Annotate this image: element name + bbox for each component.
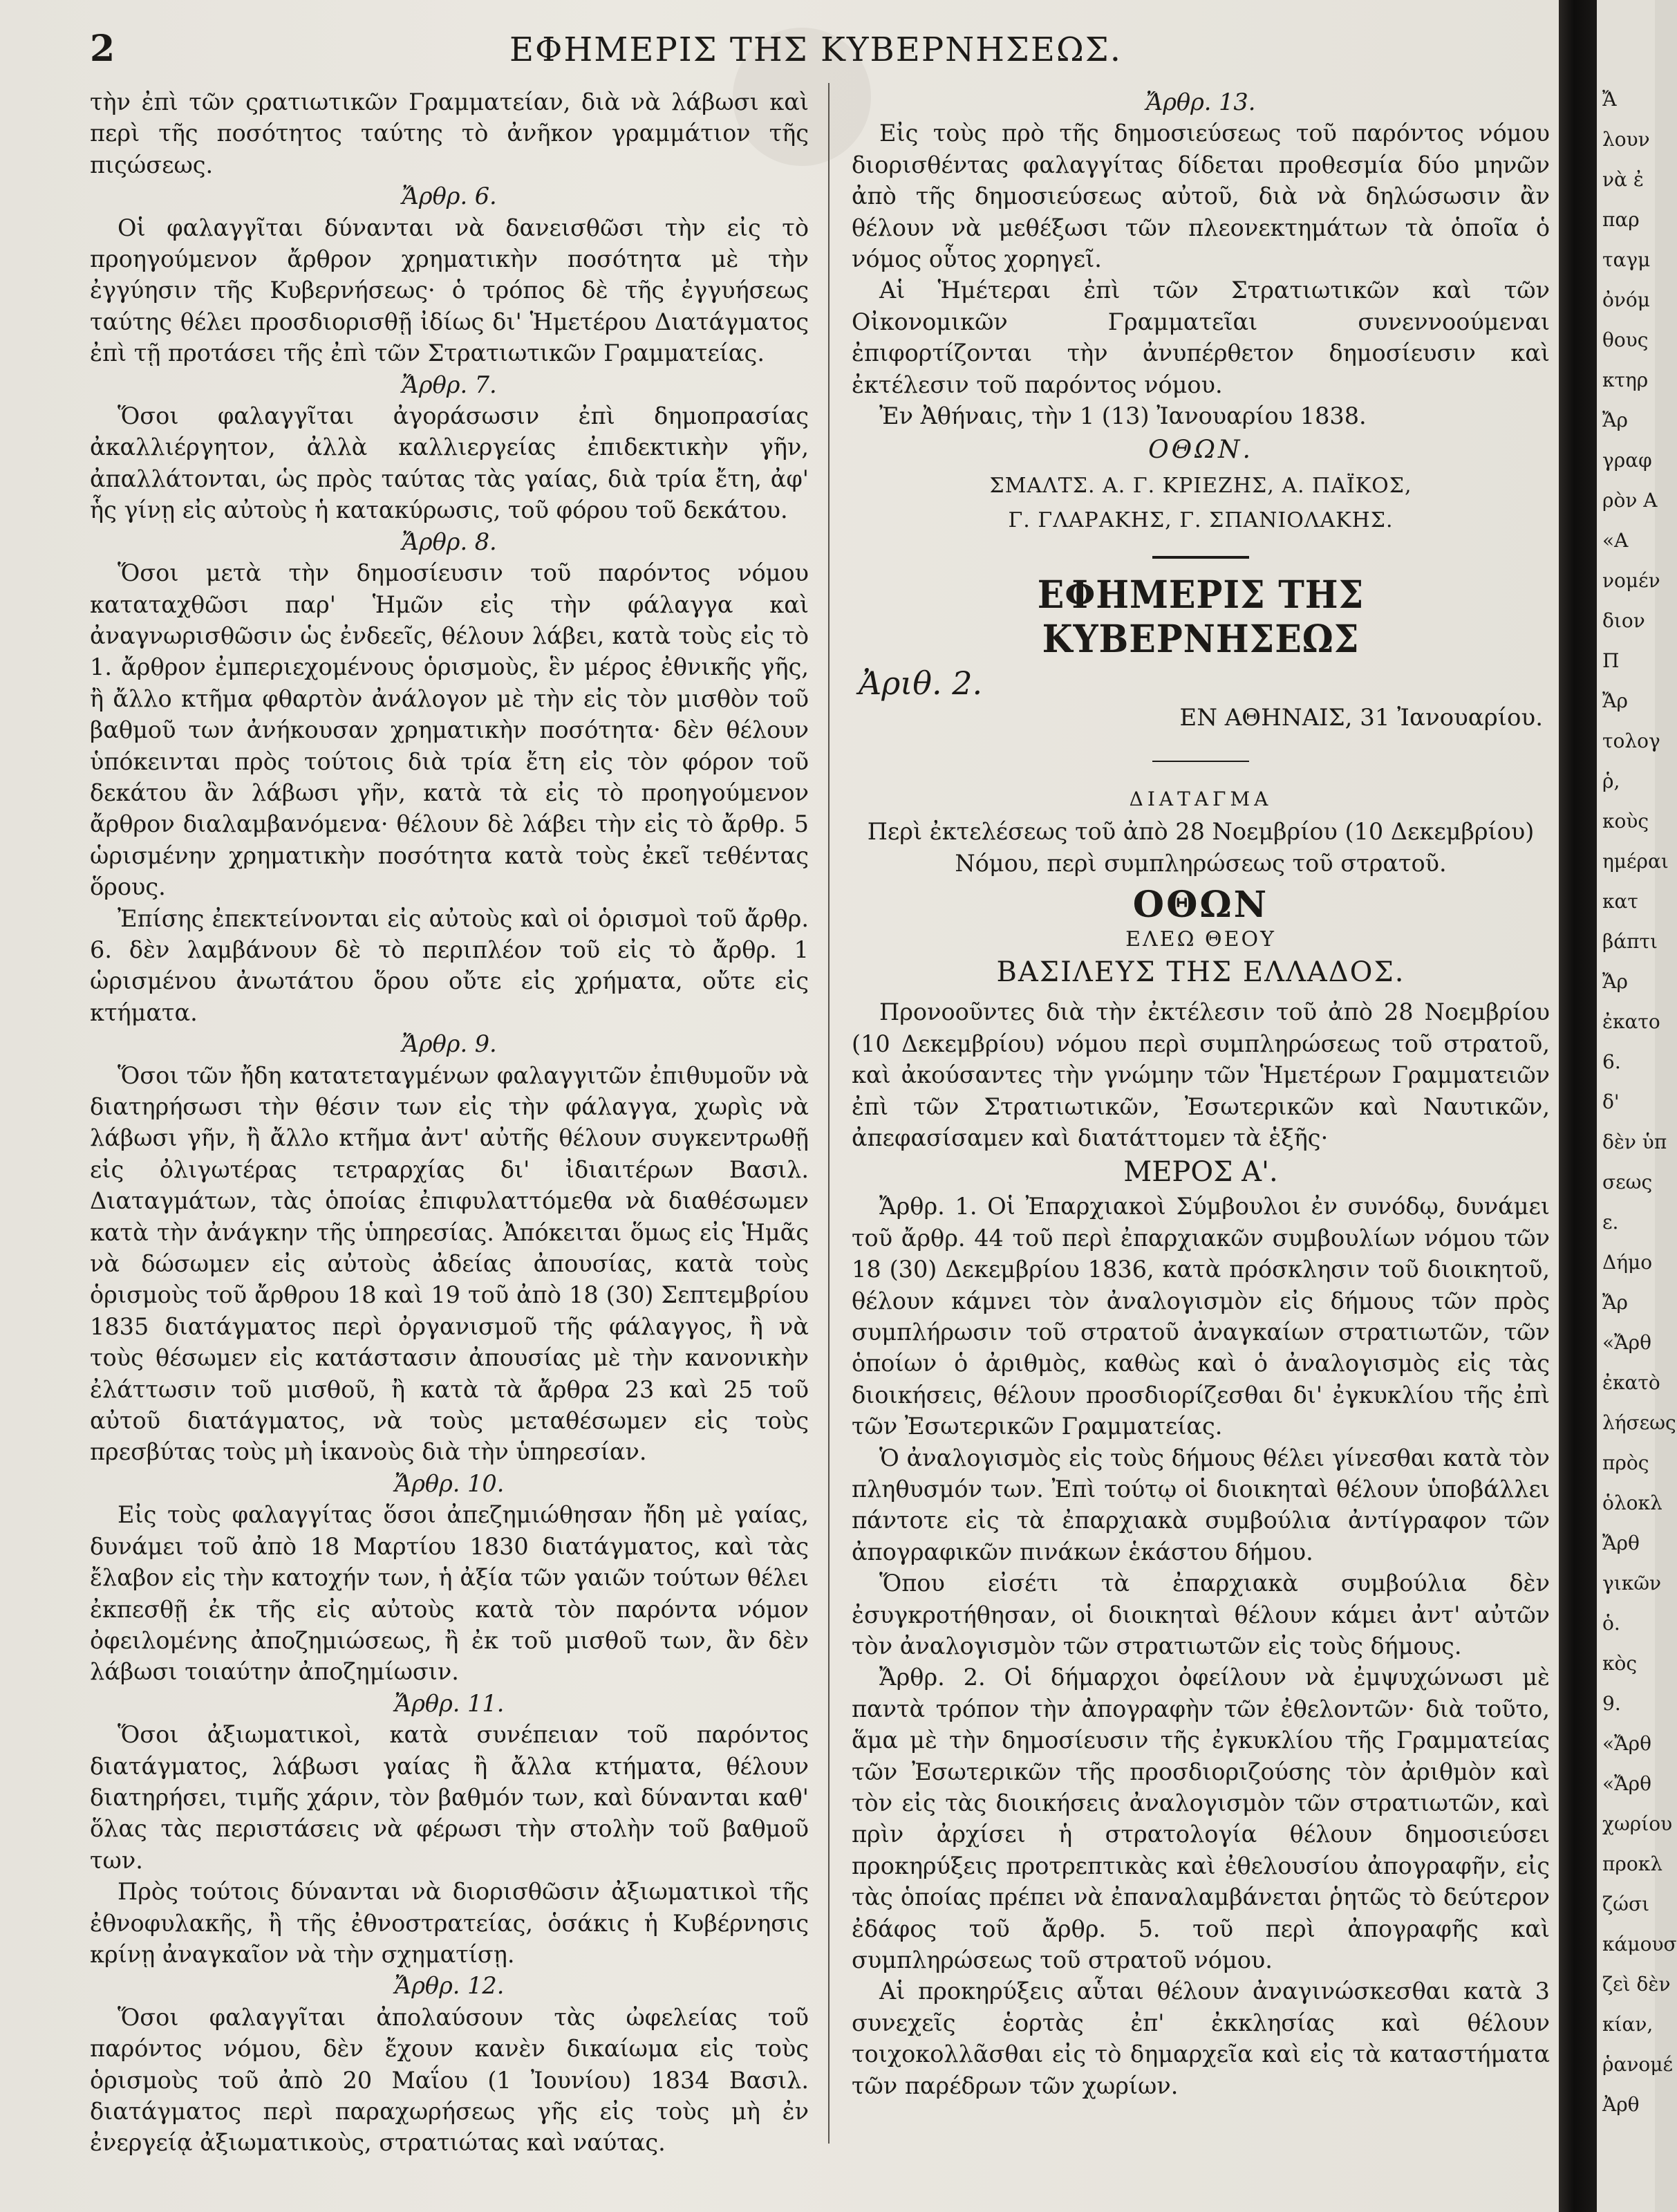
adjacent-page-fragment: ὁλοκλ xyxy=(1602,1491,1662,1514)
paragraph: τὴν ἐπὶ τῶν ςρατιωτικῶν Γραμματείαν, διὰ νὰ λάβωσι καὶ περὶ τῆς ποσότητος ταύτης τὸ ἀνῆκον γραμμάτιον τῆς πιςώσεως. xyxy=(90,89,809,178)
paragraph: Ὁ ἀναλογισμὸς εἰς τοὺς δήμους θέλει γίνεσθαι κατὰ τὸν πληθυσμόν των. Ἐπὶ τούτῳ οἱ διοικηταὶ θέλουν ὑποβάλλει πάντοτε εἰς τὰ ἐπαρχιακὰ συμβούλια ἀντίγραφον τῶν ἀπογραφικῶν πινάκων ἑκάστου δήμου. xyxy=(852,1444,1550,1565)
adjacent-page-edge xyxy=(1597,0,1677,2212)
adjacent-page-fragment: ὀνόμ xyxy=(1602,288,1650,311)
article-heading: Ἄρθρ. 8. xyxy=(402,528,497,555)
adjacent-page-fragment: ἐκατὸ xyxy=(1602,1371,1660,1394)
adjacent-page-fragment: ἐκατο xyxy=(1602,1010,1660,1033)
page-header xyxy=(83,21,1548,69)
part-heading: ΜΕΡΟΣ Α'. xyxy=(1123,1156,1278,1189)
article-heading: Ἄρθρ. 7. xyxy=(402,371,497,398)
adjacent-page-fragment: ε. xyxy=(1602,1211,1619,1234)
decree-subject-line-2: Νόμου, περὶ συμπληρώσεως τοῦ στρατοῦ. xyxy=(955,849,1447,877)
decree-label: ΔΙΑΤΑΓΜΑ xyxy=(1129,788,1273,811)
decree-king-title: ΒΑΣΙΛΕΥΣ ΤΗΣ ΕΛΛΑΔΟΣ. xyxy=(996,956,1405,989)
adjacent-page-fragment: κὸς xyxy=(1602,1652,1638,1675)
paragraph: Οἱ φαλαγγῖται δύνανται νὰ δανεισθῶσι τὴν εἰς τὸ προηγούμενον ἄρθρον χρηματικὴν ποσότητα μὲ τὴν ἐγγύησιν τῆς Κυβερνήσεως· ὁ τρόπος δὲ τῆς ἐγγυήσεως ταύτης θέλει προσδιορισθῇ ἰδίως δι' Ἡμετέρου Διατάγματος ἐπὶ τῇ προτάσει τῆς ἐπὶ τῶν Στρατιωτικῶν Γραμματείας. xyxy=(90,214,809,367)
adjacent-page-fragment: ζώσι xyxy=(1602,1893,1650,1915)
paragraph: Ὅσοι φαλαγγῖται ἀπολαύσουν τὰς ὠφελείας τοῦ παρόντος νόμου, δὲν ἔχουν κανὲν δικαίωμα εἰς τοὺς ὁρισμοὺς τοῦ ἀπὸ 20 Μαΐου (1 Ἰουνίου) 1834 Βασιλ. διατάγματος περὶ παραχωρήσεως γῆς εἰς τοὺς μὴ ἐν ἐνεργείᾳ ἀξιωματικοὺς, στρατιώτας καὶ ναύτας. xyxy=(90,2003,809,2157)
adjacent-page-fragment: Δήμο xyxy=(1602,1251,1653,1274)
paragraph: Ὅπου εἰσέτι τὰ ἐπαρχιακὰ συμβούλια δὲν ἐσυγκροτήθησαν, οἱ διοικηταὶ θέλουν κάμει ἀντ' αὐτῶν τὸν ἀναλογισμὸν τῶν στρατιωτῶν εἰς τοὺς δήμους. xyxy=(852,1570,1550,1660)
adjacent-page-fragment: νὰ ἐ xyxy=(1602,168,1644,191)
adjacent-page-fragment: ημέραι xyxy=(1602,850,1669,873)
running-title: ΕΦΗΜΕΡΙΣ ΤΗΣ ΚΥΒΕΡΝΗΣΕΩΣ. xyxy=(509,30,1122,69)
column-divider xyxy=(828,83,830,2144)
adjacent-page-fragment: «Ἄρθ xyxy=(1602,1732,1651,1755)
adjacent-page-fragment: ῥανομέ xyxy=(1602,2053,1673,2076)
adjacent-page-fragment: πρὸς xyxy=(1602,1451,1649,1474)
decree-grace: ΕΛΕΩ ΘΕΟΥ xyxy=(1125,927,1276,952)
adjacent-page-fragment: κτηρ xyxy=(1602,369,1649,391)
paragraph: Εἰς τοὺς φαλαγγίτας ὅσοι ἀπεζημιώθησαν ἤδη μὲ γαίας, δυνάμει τοῦ ἀπὸ 18 Μαρτίου 1830 διατάγματος, καὶ τὰς ἔλαβον εἰς τὴν κατοχήν των, ἡ ἀξία τῶν γαιῶν τούτων θέλει ἐκπεσθῇ ἐκ τῆς εἰς αὐτοὺς κατὰ τὸν παρόντα νόμον ὀφειλομένης ἀποζημιώσεως, ἢ ἐκ τοῦ μισθοῦ των, ἂν δὲν λάβωσι τοιαύτην ἀποζημίωσιν. xyxy=(90,1501,809,1686)
section-rule xyxy=(1152,761,1249,762)
adjacent-page-fragment: δὲν ὑπ xyxy=(1602,1131,1667,1153)
paragraph: Ὅσοι φαλαγγῖται ἀγοράσωσιν ἐπὶ δημοπρασίας ἀκαλλιέργητον, ἀλλὰ καλλιεργείας ἐπιδεκτικὴν γῆν, ἀπαλλάτονται, ὡς πρὸς ταύτας τὰς γαίας, διὰ τρία ἔτη, ἀφ' ἧς γίνῃ εἰς αὐτοὺς ἡ κατακύρωσις, τοῦ φόρου τοῦ δεκάτου. xyxy=(90,402,809,524)
right-column xyxy=(852,86,1550,2101)
adjacent-page-fragment: ταγμ xyxy=(1602,248,1651,271)
adjacent-page-fragment: Ἄρ xyxy=(1602,409,1629,431)
adjacent-page-fragment: βάπτι xyxy=(1602,930,1658,953)
paragraph: Αἱ προκηρύξεις αὗται θέλουν ἀναγινώσκεσθαι κατὰ 3 συνεχεῖς ἑορτὰς ἐπ' ἐκκλησίας καὶ θέλουν τοιχοκολλᾶσθαι εἰς τὸ δημαρχεῖα καὶ εἰς τὰ καταστήματα τῶν παρέδρων τῶν χωρίων. xyxy=(852,1978,1550,2099)
paragraph: Ἐν Ἀθήναις, τὴν 1 (13) Ἰανουαρίου 1838. xyxy=(879,402,1367,430)
article-heading: Ἄρθρ. 12. xyxy=(394,1972,505,2000)
adjacent-page-fragment: ῥ, xyxy=(1602,770,1620,792)
adjacent-page-fragment: παρ xyxy=(1602,208,1640,231)
left-column xyxy=(90,86,809,2159)
adjacent-page-fragment: «Ἄρθ xyxy=(1602,1772,1651,1795)
paragraph: Ὅσοι ἀξιωματικοὶ, κατὰ συνέπειαν τοῦ παρόντος διατάγματος, λάβωσι γαίας ἢ ἄλλα κτήματα, θέλουν διατηρήσει, τιμῆς χάριν, τὸν βαθμόν των, καὶ δύνανται καθ' ὅλας τὰς περιστάσεις νὰ φέρωσι τὴν στολὴν τοῦ βαθμοῦ των. xyxy=(90,1721,809,1874)
paragraph: Ὅσοι μετὰ τὴν δημοσίευσιν τοῦ παρόντος νόμου καταταχθῶσι παρ' Ἡμῶν εἰς τὴν φάλαγγα καὶ ἀναγνωρισθῶσιν ὡς ἐνδεεῖς, θέλουν λάβει, κατὰ τοὺς εἰς τὸ 1. ἄρθρον ἐμπεριεχομένους ὁρισμοὺς, ἓν μέρος ἐθνικῆς γῆς, ἢ ἄλλο κτῆμα φθαρτὸν ἀνάλογον μὲ τὴν εἰς τὸν μισθὸν τοῦ βαθμοῦ των ἀνήκουσαν χρηματικὴν ποσότητα· δὲν θέλουν ὑπόκεινται πρὸς τούτοις διὰ τρία ἔτη εἰς τὸν φόρον τοῦ δεκάτου ἂν λάβωσι γῆν, κατὰ τὰ εἰς τὸ προηγούμενον ἄρθρον διαλαμβανόμενα· θέλουν δὲ λάβει τὴν εἰς τὸ ἄρθρ. 5 ὡρισμένην χρηματικὴν ποσότητα κατὰ τοὺς ἐκεῖ τεθέντας ὅρους. xyxy=(90,559,809,901)
adjacent-page-fragment: ζεὶ δὲν xyxy=(1602,1973,1671,1996)
paragraph: Ἄρθρ. 1. Οἱ Ἐπαρχιακοὶ Σύμβουλοι ἐν συνόδῳ, δυνάμει τοῦ ἄρθρ. 44 τοῦ περὶ ἐπαρχιακῶν συμβουλίων νόμου τῶν 18 (30) Δεκεμβρίου 1836, κατὰ πρόσκλησιν τοῦ διοικητοῦ, θέλουν κάμνει τὸν ἀναλογισμὸν εἰς δήμους τῶν πρὸς συμπλήρωσιν τοῦ στρατοῦ ἀναγκαίων στρατιωτῶν, τῶν ὁποίων ὁ ἀριθμὸς, καθὼς καὶ ὁ ἀναλογισμὸς εἰς τὰς διοικήσεις, θέλουν προσδιορίζεσθαι δι' ἐγκυκλίου τῆς ἐπὶ τῶν Ἐσωτερικῶν Γραμματείας. xyxy=(852,1193,1550,1440)
adjacent-page-fragment: 6. xyxy=(1602,1050,1621,1073)
adjacent-page-fragment: Ἄρ xyxy=(1602,970,1629,993)
law-ending xyxy=(852,86,1550,431)
adjacent-page-fragment: νομέν xyxy=(1602,569,1660,592)
paragraph: Ὅσοι τῶν ἤδη κατατεταγμένων φαλαγγιτῶν ἐπιθυμοῦν νὰ διατηρήσωσι τὴν θέσιν των εἰς τὴν φάλαγγα, χωρὶς νὰ λάβωσι γῆν, ἢ ἄλλο κτῆμα ἀντ' αὐτῆς θέλουν συγκεντρωθῇ εἰς ὀλιγωτέρας τετραρχίας δι' ἰδιαιτέρων Βασιλ. Διαταγμάτων, τὰς ὁποίας ἐπιφυλαττόμεθα νὰ διαθέσωμεν κατὰ τὴν ἀνάγκην τῆς ὑπηρεσίας. Ἀπόκειται ὅμως εἰς Ἡμᾶς νὰ δώσωμεν εἰς αὐτοὺς ἀδείας ἀπουσίας, κατὰ τοὺς ὁρισμοὺς τοῦ ἄρθρου 18 καὶ 19 τοῦ ἀπὸ 18 (30) Σεπτεμβρίου 1835 διατάγματος περὶ ὀργανισμοῦ τῆς φάλαγγος, ἢ νὰ τοὺς θέσωμεν εἰς κατάστασιν ἀπουσίας μὲ τὴν κανονικὴν ἐλάττωσιν τοῦ μισθοῦ, ἢ κατὰ τὰ ἄρθρα 23 καὶ 25 τοῦ αὐτοῦ διατάγματος, νὰ τοὺς μεταθέσωμεν εἰς τοὺς πρεσβύτας τοὺς μὴ ἱκανοὺς διὰ τὴν ὑπηρεσίαν. xyxy=(90,1061,809,1466)
paragraph: Αἱ Ἡμέτεραι ἐπὶ τῶν Στρατιωτικῶν καὶ τῶν Οἰκονομικῶν Γραμματεῖαι συνεννοούμεναι ἐπιφορτίζονται τὴν ἀνυπέρθετον δημοσίευσιν καὶ ἐκτέλεσιν τοῦ παρόντος νόμου. xyxy=(852,277,1550,398)
adjacent-page-fragment: ὁ. xyxy=(1602,1612,1620,1635)
decree-king-name: ΟΘΩΝ xyxy=(1132,884,1269,927)
adjacent-page-fragment: «Ἄρθ xyxy=(1602,1331,1651,1354)
adjacent-page-fragment: Ἄ xyxy=(1602,88,1617,111)
article-heading: Ἄρθρ. 9. xyxy=(402,1030,497,1058)
adjacent-page-fragment: λήσεως xyxy=(1602,1411,1676,1434)
adjacent-page-fragment: κίαν, xyxy=(1602,2013,1653,2036)
issue-number: Ἀριθ. 2. xyxy=(859,664,983,703)
issue-date: ΕΝ ΑΘΗΝΑΙΣ, 31 Ἰανουαρίου. xyxy=(1179,704,1543,732)
adjacent-page-fragment: Ἄρ xyxy=(1602,689,1629,712)
adjacent-page-fragment: κατ xyxy=(1602,890,1638,913)
section-rule xyxy=(1152,556,1249,559)
adjacent-page-fragment: Π xyxy=(1602,649,1620,672)
gazette-title: ΕΦΗΜΕΡΙΣ ΤΗΣ ΚΥΒΕΡΝΗΣΕΩΣ xyxy=(1037,572,1365,662)
adjacent-page-fragment: Ἄρθ xyxy=(1602,1532,1640,1554)
article-heading: Ἄρθρ. 6. xyxy=(402,183,497,210)
adjacent-page-fragment: θους xyxy=(1602,328,1649,351)
adjacent-page-fragment: Ἄρ xyxy=(1602,1291,1629,1314)
page-number: 2 xyxy=(90,28,115,70)
paragraph: Ἄρθρ. 2. Οἱ δήμαρχοι ὀφείλουν νὰ ἐμψυχώνωσι μὲ παντὰ τρόπον τὴν ἀπογραφὴν τῶν ἐθελοντῶν· διὰ τοῦτο, ἅμα μὲ τὴν δημοσίευσιν τῆς ἐγκυκλίου τῆς Γραμματείας τῶν Ἐσωτερικῶν τῆς προσδιοριζούσης τὸν ἀριθμὸν καὶ τὸν εἰς τὰς διοικήσεις ἀναλογισμὸν τῶν στρατιωτῶν, καὶ πρὶν ἀρχίσει ἡ στρατολογία θέλουν δημοσιεύσει προκηρύξεις προτρεπτικὰς καὶ ἐθελουσίου ἀπογραφῆν, εἰς τὰς ὁποίας πρέπει νὰ ἐπαναλαμβάνεται ῥητῶς τὸ δεύτερον ἐδάφος τοῦ ἄρθρ. 5. τοῦ περὶ ἀπογραφῆς καὶ συμπληρώσεως τοῦ στρατοῦ νόμου. xyxy=(852,1664,1550,1974)
king-signature: ΟΘΩΝ. xyxy=(1148,436,1253,465)
adjacent-page-fragment: Ἀρθ xyxy=(1602,2093,1640,2116)
ministers-line-1: ΣΜΑΛΤΣ. Α. Γ. ΚΡΙΕΖΗΣ, Α. ΠΑΪΚΟΣ, xyxy=(989,474,1412,499)
decree-body xyxy=(852,996,1550,2101)
article-heading: Ἄρθρ. 13. xyxy=(1145,89,1256,115)
adjacent-page-fragment: γραφ xyxy=(1602,449,1652,472)
adjacent-page-fragment: χωρίου xyxy=(1602,1812,1673,1835)
decree-subject-line-1: Περὶ ἐκτελέσεως τοῦ ἀπὸ 28 Νοεμβρίου (10 Δεκεμβρίου) xyxy=(867,818,1535,846)
ministers-line-2: Γ. ΓΛΑΡΑΚΗΣ, Γ. ΣΠΑΝΙΟΛΑΚΗΣ. xyxy=(1008,508,1394,533)
paragraph: Ἐπίσης ἐπεκτείνονται εἰς αὐτοὺς καὶ οἱ ὁρισμοὶ τοῦ ἄρθρ. 6. δὲν λαμβάνουν δὲ τὸ περιπλέον τοῦ εἰς τὸ ἄρθρ. 1 ὡρισμένου ἀνωτάτου ὅρου οὔτε εἰς χρήματα, οὔτε εἰς κτήματα. xyxy=(90,904,809,1026)
paragraph: Προνοοῦντες διὰ τὴν ἐκτέλεσιν τοῦ ἀπὸ 28 Νοεμβρίου (10 Δεκεμβρίου) νόμου περὶ συμπληρώσεως τοῦ στρατοῦ, καὶ ἀκούσαντες τὴν γνώμην τῶν Ἡμετέρων Γραμματειῶν ἐπὶ τῶν Στρατιωτικῶν, Ἐσωτερικῶν καὶ Ναυτικῶν, ἀπεφασίσαμεν καὶ διατάττομεν τὰ ἑξῆς· xyxy=(852,998,1550,1151)
adjacent-page-fragment: «Α xyxy=(1602,529,1629,552)
adjacent-page-fragment: κοὺς xyxy=(1602,810,1649,833)
adjacent-page-fragment: δ' xyxy=(1602,1090,1620,1113)
adjacent-page-fragment: σεως xyxy=(1602,1171,1653,1193)
adjacent-page-fragment: ρὸν Α xyxy=(1602,489,1658,512)
article-heading: Ἄρθρ. 11. xyxy=(394,1689,505,1717)
adjacent-page-fragment: κάμουσ xyxy=(1602,1933,1677,1955)
paragraph: Εἰς τοὺς πρὸ τῆς δημοσιεύσεως τοῦ παρόντος νόμου διορισθέντας φαλαγγίτας δίδεται προθεσμία δύο μηνῶν ἀπὸ τῆς δημοσιεύσεως αὐτοῦ, διὰ νὰ δηλώσωσιν ἂν θέλουν νὰ μεθέξωσι τῶν πλεονεκτημάτων τὰ ὁποῖα ὁ νόμος οὗτος χορηγεῖ. xyxy=(852,120,1550,273)
adjacent-page-fragment: τολογ xyxy=(1602,729,1660,752)
adjacent-page-fragment: γικῶν xyxy=(1602,1572,1662,1595)
adjacent-page-fragment: λουν xyxy=(1602,128,1650,151)
adjacent-page-fragment: διον xyxy=(1602,609,1645,632)
adjacent-page-fragment: προκλ xyxy=(1602,1852,1662,1875)
paragraph: Πρὸς τούτοις δύνανται νὰ διορισθῶσιν ἀξιωματικοὶ τῆς ἐθνοφυλακῆς, ἢ τῆς ἐθνοστρατείας, ὁσάκις ἡ Κυβέρνησις κρίνῃ ἀναγκαῖον νὰ τὴν σχηματίσῃ. xyxy=(90,1878,809,1968)
book-gutter xyxy=(1559,0,1597,2212)
article-heading: Ἄρθρ. 10. xyxy=(394,1469,505,1497)
adjacent-page-fragment: 9. xyxy=(1602,1692,1621,1715)
